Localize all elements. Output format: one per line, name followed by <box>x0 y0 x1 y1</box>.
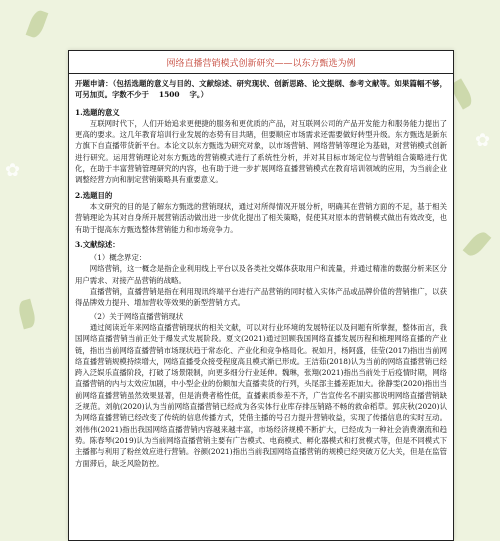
paragraph: 网络营销，这一概念是指企业利用线上平台以及各类社交媒体获取用户和流量，并通过精准的数据分析来区分用户需求、对接产品营销的战略。 <box>75 264 447 285</box>
subsection-heading: （1）概念界定： <box>89 253 147 263</box>
section-heading: 3.文献综述： <box>75 239 120 249</box>
paragraph: 通过阅读近年来网络直播营销现状的相关文献，可以对行业环境的发展特征以及问题有所掌握，整体而言，我国网络直播营销当前正处于爆发式发展阶段。夏文(2021)通过回顾我国网络直播发展历程和梳理网络直播的产业链，指出当前网络直播营销市场现状趋于常态化、产业化和竞争格局化。祝如月，杨阿盛，佳莹(2017)指出当前网络直播营销规模持续增大，网络直播受众接受程度高且模式渐已形成。王洁茹(2018)认为当前的网络直播营销已经跨入泛娱乐直播阶段，打破了场景限制，向更多细分行业延伸。魏琳，张翔(2021)指出当前处于后疫情时期，网络直播营销的内与太效应加剧，中小型企业的份额加大直播卖货的行列，头尾部主播差距加大。徐静雯(2020)指出当前网络直播营销虽然效果显著，但是消费者格性低，直播素质参差不齐，广告宣传名不副实都说明网络直播营销缺乏规范。刘航(2020)认为当前网络直播营销已经成为各实体行业库存排压销路不畅的救命稻草。郭庆秋(2020)认为网络直播营销已经改变了传统的信息传播方式，凭借主播的号召力提升营销收益，实现了传播信息的实时互动。刘伟伟(2021)指出我国网络直播营销内容越来越丰富，市场经济规模不断扩大，已经成为一种社会消费潮流和趋势。陈春琴(2019)认为当前网络直播营销主要有广告模式、电商模式、孵化器模式和打赏模式等，但是不同模式下主播都与利用了粉丝效应进行营销。谷颜(2021)指出当前我国网络直播营销的规模已经突破万亿大关，但是在监管方面滞后，缺乏风险防控。 <box>75 322 447 468</box>
paragraph: 互联网时代下，人们开始追求更便捷的服务和更优质的产品，对互联网公司的产品开发能力和服务能力提出了更高的要求。这几年教育培训行业发展的态势有目共睹，但要顺应市场需求还需要做好转型升级。东方甄选是新东方旗下自直播带货新平台。本论文以东方甄选为研究对象，以市场营销、网络营销等理论为基础，对营销模式创新进行研究。运用营销理论对东方甄选的营销模式进行了系统性分析，并对其目标市场定位与营销组合策略进行优化，在助于丰富营销管理研究的内容，也有助于进一步扩展网络直播营销模式在教育培训领域的应用，为当前企业调整经营方向和制定营销策略具有重要意义。 <box>75 118 447 185</box>
requirements-label: 开题申请： <box>75 79 113 88</box>
requirements-note <box>75 78 447 101</box>
document-page <box>68 50 454 540</box>
flower-decoration-icon: ✿ <box>5 160 21 181</box>
subsection-heading: （2）关于网络直播营销现状 <box>89 311 184 321</box>
requirements-suffix: 字。） <box>189 90 208 100</box>
flower-decoration-icon: ✿ <box>475 130 491 151</box>
section-literature-review <box>75 239 447 469</box>
section-significance <box>75 107 447 186</box>
leaf-decoration-icon <box>17 299 38 330</box>
document-title: 网络直播营销模式创新研究——以东方甄选为例 <box>68 50 454 73</box>
section-heading: 1.选题的意义 <box>75 107 120 117</box>
proposal-box <box>68 73 454 541</box>
section-heading: 2.选题目的 <box>75 190 113 200</box>
word-count: 1500 <box>158 90 180 100</box>
leaf-decoration-icon <box>26 8 49 39</box>
leaf-decoration-icon <box>463 229 492 259</box>
paragraph: 直播营销，直播营销是指在利用现讯终端平台进行产品营销的同时植入实体产品或品牌价值的营销推广，以获得品牌效力提升、增加营收等效果的新型营销方式。 <box>75 287 447 308</box>
paragraph: 本文研究的目的是了解东方甄选的营销现状，通过对所得情况开展分析，明确其在营销方面的不足，基于相关营销理论为其对自身所开展营销活动做出进一步优化提出了相关策略，促使其对原本的营销模式做出有效改变，也有助于提高东方甄选整体营销能力和市场竞争力。 <box>75 201 447 234</box>
requirements-text: （包括选题的意义与目的、文献综述、研究现状、创新思路、论文提纲、参考文献等。如果篇幅不够，可另加页。字数不少于 <box>75 79 447 100</box>
section-purpose <box>75 190 447 235</box>
